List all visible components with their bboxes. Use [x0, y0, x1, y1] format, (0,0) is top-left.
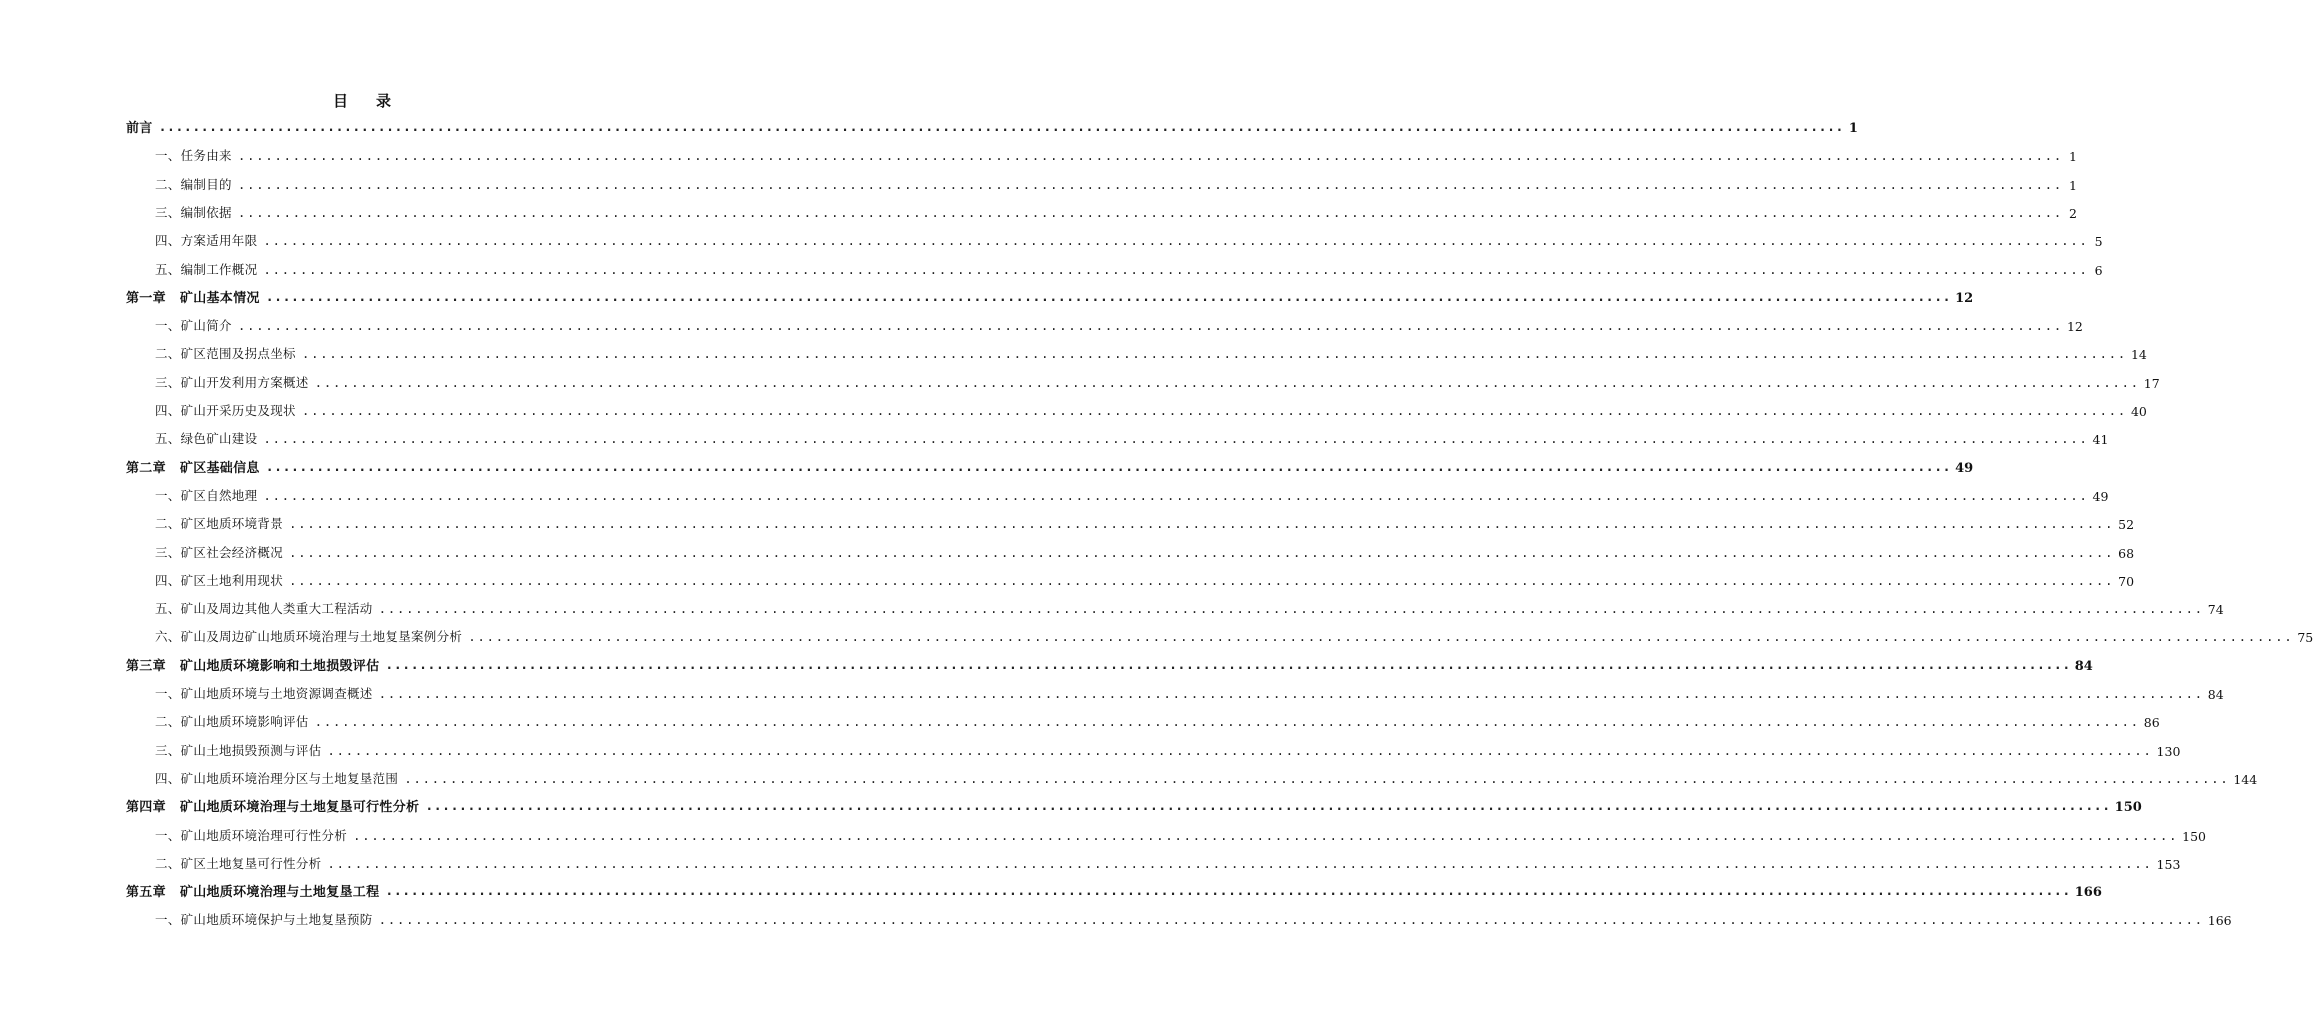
toc-entry-label	[126, 796, 419, 815]
toc-page-number: 86	[2143, 715, 2160, 730]
toc-entry-text: 四、矿山地质环境治理分区与土地复垦范围	[155, 771, 399, 786]
toc-entry-label	[126, 457, 260, 476]
toc-dot-leader: ........................................................................................................................................................................................................	[378, 601, 2204, 616]
toc-section-entry[interactable]	[155, 710, 2160, 730]
toc-dot-leader: ........................................................................................................................................................................................................	[301, 346, 2127, 361]
toc-section-entry[interactable]	[155, 229, 2103, 249]
toc-chapter-entry[interactable]	[126, 456, 1974, 476]
toc-entry-text: 一、任务由来	[155, 148, 232, 163]
toc-entry-label	[155, 910, 373, 928]
toc-chapter-number: 第三章	[126, 659, 166, 674]
toc-entry-label	[155, 599, 373, 617]
toc-entry-label	[155, 344, 296, 362]
toc-entry-text: 一、矿山地质环境与土地资源调查概述	[155, 686, 373, 701]
toc-entry-label	[155, 203, 232, 221]
toc-section-entry[interactable]	[155, 682, 2224, 702]
toc-page-number: 150	[2114, 800, 2142, 815]
toc-section-entry[interactable]	[155, 767, 2258, 787]
toc-section-entry[interactable]	[155, 371, 2160, 391]
toc-entry-label	[155, 741, 321, 759]
toc-page-number: 150	[2182, 829, 2207, 844]
toc-entry-label	[155, 146, 232, 164]
toc-page-number: 40	[2130, 404, 2147, 419]
toc-page-number: 84	[2207, 687, 2224, 702]
toc-section-entry[interactable]	[155, 852, 2181, 872]
toc-dot-leader: ........................................................................................................................................................................................................	[385, 884, 2071, 899]
toc-page-number: 153	[2156, 857, 2181, 872]
toc-dot-leader: ........................................................................................................................................................................................................	[237, 177, 2063, 192]
toc-entry-label	[155, 486, 257, 504]
toc-page-number: 1	[2069, 178, 2077, 193]
toc-section-entry[interactable]	[155, 625, 2313, 645]
toc-page-number: 14	[2130, 347, 2147, 362]
toc-entry-text: 三、矿山开发利用方案概述	[155, 375, 309, 390]
toc-chapter-number: 第五章	[126, 885, 166, 900]
toc-dot-leader: ........................................................................................................................................................................................................	[263, 233, 2089, 248]
toc-page-number: 41	[2092, 432, 2109, 447]
toc-dot-leader: ........................................................................................................................................................................................................	[263, 262, 2089, 277]
toc-entry-label	[155, 543, 283, 561]
toc-dot-leader: ........................................................................................................................................................................................................	[314, 375, 2140, 390]
toc-chapter-number: 第四章	[126, 800, 166, 815]
toc-page-number: 49	[1955, 461, 1974, 476]
toc-dot-leader: ........................................................................................................................................................................................................	[385, 658, 2071, 673]
toc-entry-text: 矿山基本情况	[179, 291, 260, 306]
toc-entry-text: 二、矿区范围及拐点坐标	[155, 346, 296, 361]
toc-entry-text: 五、矿山及周边其他人类重大工程活动	[155, 601, 373, 616]
toc-dot-leader: ........................................................................................................................................................................................................	[327, 856, 2153, 871]
toc-section-entry[interactable]	[155, 399, 2147, 419]
toc-entry-label	[126, 287, 260, 306]
toc-dot-leader: ........................................................................................................................................................................................................	[468, 629, 2294, 644]
toc-entry-label	[155, 316, 232, 334]
toc-section-entry[interactable]	[155, 258, 2103, 278]
toc-chapter-entry[interactable]	[126, 654, 2093, 674]
toc-dot-leader: ........................................................................................................................................................................................................	[263, 431, 2089, 446]
toc-chapter-entry[interactable]	[126, 880, 2102, 900]
toc-entry-label	[155, 175, 232, 193]
toc-page-number: 166	[2074, 885, 2102, 900]
toc-dot-leader: ........................................................................................................................................................................................................	[353, 828, 2179, 843]
toc-entry-text: 一、矿区自然地理	[155, 488, 258, 503]
toc-entry-text: 四、矿区土地利用现状	[155, 573, 284, 588]
toc-page-number: 5	[2094, 234, 2103, 249]
toc-chapter-entry[interactable]	[126, 286, 1974, 306]
toc-entry-text: 矿山地质环境治理与土地复垦工程	[179, 885, 380, 900]
toc-entry-label	[155, 769, 398, 787]
toc-section-entry[interactable]	[155, 427, 2109, 447]
toc-entry-text: 五、编制工作概况	[155, 262, 258, 277]
toc-entry-text: 一、矿山简介	[155, 318, 232, 333]
toc-chapter-number: 第二章	[126, 461, 166, 476]
toc-page-number: 75	[2297, 630, 2313, 645]
toc-entry-label	[126, 655, 379, 674]
toc-section-entry[interactable]	[155, 484, 2109, 504]
toc-dot-leader: ........................................................................................................................................................................................................	[237, 205, 2063, 220]
toc-chapter-entry[interactable]	[126, 116, 1858, 136]
toc-page-number: 52	[2118, 517, 2135, 532]
toc-entry-text: 三、矿山土地损毁预测与评估	[155, 743, 322, 758]
toc-dot-leader: ........................................................................................................................................................................................................	[265, 290, 1952, 305]
toc-entry-text: 一、矿山地质环境保护与土地复垦预防	[155, 912, 373, 927]
toc-entry-label	[155, 260, 257, 278]
toc-section-entry[interactable]	[155, 342, 2147, 362]
toc-entry-text: 二、矿区地质环境背景	[155, 516, 284, 531]
toc-page-number: 144	[2233, 772, 2258, 787]
toc-page-number: 12	[1955, 291, 1974, 306]
toc-entry-text: 二、矿区土地复垦可行性分析	[155, 856, 322, 871]
toc-title-char-2: 录	[376, 92, 392, 110]
toc-dot-leader: ........................................................................................................................................................................................................	[378, 686, 2204, 701]
toc-dot-leader: ........................................................................................................................................................................................................	[237, 148, 2063, 163]
toc-dot-leader: ........................................................................................................................................................................................................	[158, 120, 1844, 135]
toc-entry-text: 矿山地质环境治理与土地复垦可行性分析	[179, 800, 420, 815]
toc-section-entry[interactable]	[155, 597, 2224, 617]
toc-page-number: 74	[2207, 602, 2224, 617]
toc-entry-label	[155, 429, 257, 447]
toc-entry-label	[155, 854, 321, 872]
toc-dot-leader: ........................................................................................................................................................................................................	[378, 912, 2204, 927]
toc-page-number: 130	[2156, 744, 2181, 759]
toc-entry-text: 二、编制目的	[155, 177, 232, 192]
toc-page-number: 68	[2118, 546, 2135, 561]
toc-dot-leader: ........................................................................................................................................................................................................	[327, 743, 2153, 758]
toc-section-entry[interactable]	[155, 144, 2077, 164]
toc-entry-text: 五、绿色矿山建设	[155, 431, 258, 446]
toc-page-number: 1	[1848, 121, 1858, 136]
toc-dot-leader: ........................................................................................................................................................................................................	[289, 545, 2115, 560]
toc-section-entry[interactable]	[155, 739, 2181, 759]
toc-page-number: 2	[2069, 206, 2077, 221]
toc-page-number: 12	[2066, 319, 2083, 334]
toc-entry-label	[155, 373, 309, 391]
toc-section-entry[interactable]	[155, 569, 2135, 589]
toc-dot-leader: ........................................................................................................................................................................................................	[314, 714, 2140, 729]
toc-entry-text: 三、编制依据	[155, 205, 232, 220]
toc-dot-leader: ........................................................................................................................................................................................................	[425, 799, 2111, 814]
toc-section-entry[interactable]	[155, 173, 2077, 193]
toc-entry-label	[155, 826, 347, 844]
toc-section-entry[interactable]	[155, 314, 2083, 334]
toc-section-entry[interactable]	[155, 512, 2135, 532]
toc-page-number: 166	[2207, 913, 2232, 928]
toc-page-number: 84	[2074, 659, 2093, 674]
toc-page-number: 1	[2069, 149, 2077, 164]
toc-dot-leader: ........................................................................................................................................................................................................	[289, 573, 2115, 588]
toc-title	[0, 90, 724, 111]
toc-dot-leader: ........................................................................................................................................................................................................	[237, 318, 2063, 333]
toc-entry-label	[155, 627, 462, 645]
toc-entry-text: 三、矿区社会经济概况	[155, 545, 284, 560]
toc-entry-label	[155, 684, 373, 702]
toc-entry-text: 一、矿山地质环境治理可行性分析	[155, 828, 348, 843]
toc-entry-text: 矿区基础信息	[179, 461, 260, 476]
toc-entry-text: 矿山地质环境影响和土地损毁评估	[179, 659, 380, 674]
toc-entry-label	[126, 881, 379, 900]
toc-page-number: 6	[2094, 263, 2103, 278]
toc-section-entry[interactable]	[155, 908, 2232, 928]
toc-page-number: 70	[2118, 574, 2135, 589]
toc-dot-leader: ........................................................................................................................................................................................................	[404, 771, 2230, 786]
toc-dot-leader: ........................................................................................................................................................................................................	[265, 460, 1952, 475]
toc-page-number: 49	[2092, 489, 2109, 504]
toc-section-entry[interactable]	[155, 201, 2077, 221]
toc-title-char-1: 目	[332, 92, 348, 110]
toc-entry-label	[155, 401, 296, 419]
toc-dot-leader: ........................................................................................................................................................................................................	[301, 403, 2127, 418]
toc-entry-text: 前言	[126, 121, 153, 136]
toc-dot-leader: ........................................................................................................................................................................................................	[263, 488, 2089, 503]
toc-entry-label	[126, 117, 153, 136]
toc-entry-text: 二、矿山地质环境影响评估	[155, 714, 309, 729]
toc-chapter-entry[interactable]	[126, 795, 2142, 815]
toc-chapter-number: 第一章	[126, 291, 166, 306]
toc-entry-label	[155, 571, 283, 589]
toc-entry-text: 四、矿山开采历史及现状	[155, 403, 296, 418]
toc-entry-label	[155, 712, 309, 730]
toc-page-number: 17	[2143, 376, 2160, 391]
toc-entry-text: 六、矿山及周边矿山地质环境治理与土地复垦案例分析	[155, 629, 463, 644]
toc-entry-label	[155, 231, 257, 249]
toc-section-entry[interactable]	[155, 541, 2135, 561]
toc-entry-text: 四、方案适用年限	[155, 233, 258, 248]
toc-section-entry[interactable]	[155, 824, 2207, 844]
toc-dot-leader: ........................................................................................................................................................................................................	[289, 516, 2115, 531]
toc-entry-label	[155, 514, 283, 532]
